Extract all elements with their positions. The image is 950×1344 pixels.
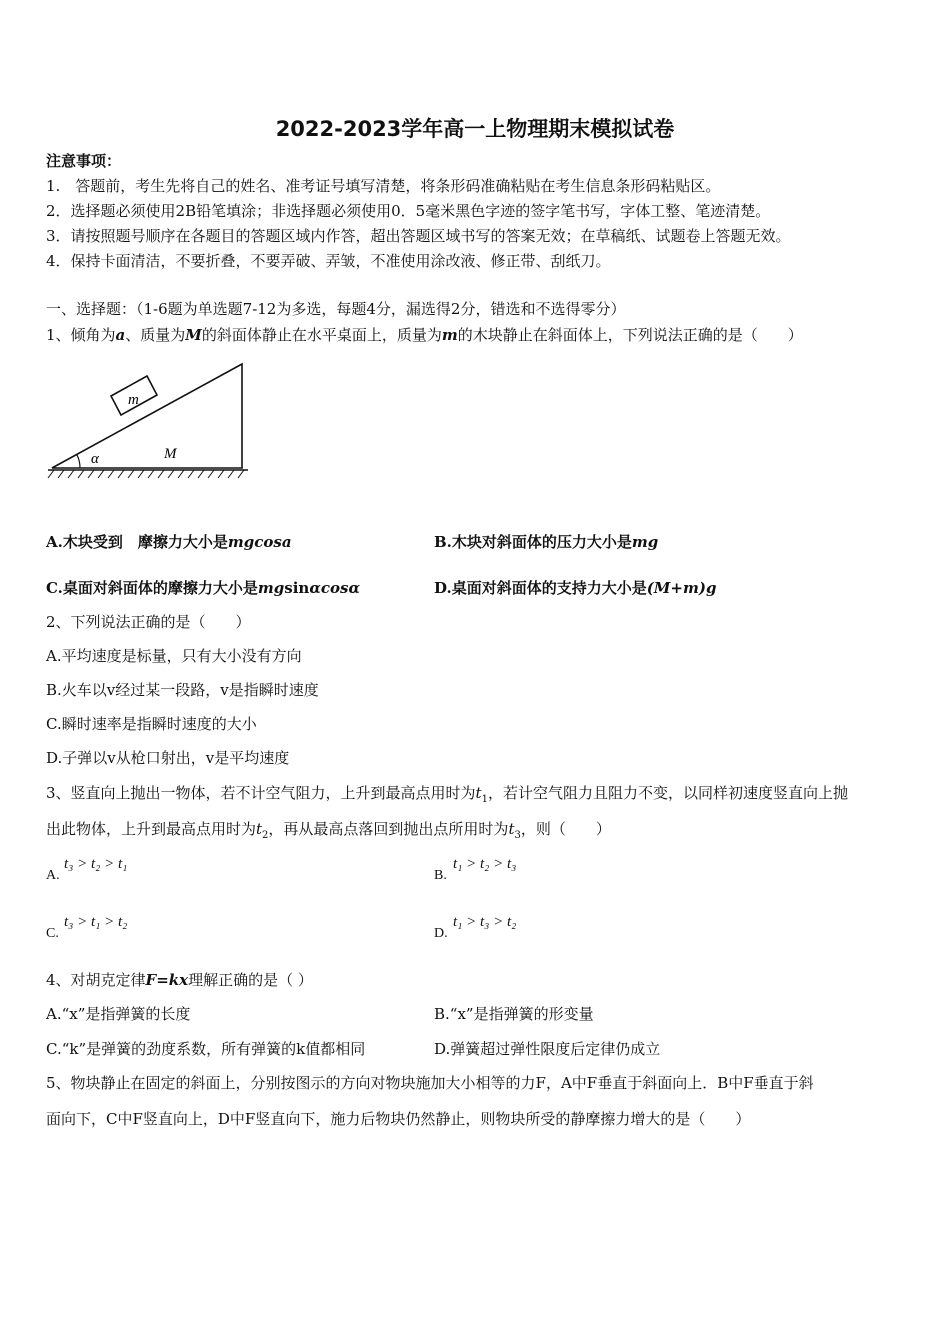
notice-heading: 注意事项： xyxy=(46,152,122,170)
q3-option-d-label: D. xyxy=(434,926,448,941)
q1-option-b xyxy=(434,532,658,552)
q2-option-a: A.平均速度是标量，只有大小没有方向 xyxy=(46,647,302,665)
q3-t3: t xyxy=(508,820,515,838)
q1-option-c xyxy=(46,578,360,598)
q2-option-d: D.子弹以v从枪口射出，v是平均速度 xyxy=(46,749,290,767)
q1-option-a-text: A.木块受到 摩擦力大小是 xyxy=(46,533,228,551)
q3-line-2c: ，则（ ） xyxy=(520,820,611,838)
q4-stem-b: 理解正确的是（ ） xyxy=(188,971,313,989)
q3-line-1a: 3、竖直向上抛出一物体，若不计空气阻力，上升到最高点用时为 xyxy=(46,784,476,802)
q5-line-1: 5、物块静止在固定的斜面上，分别按图示的方向对物块施加大小相等的力F，A中F垂直于斜面向上．B中F垂直于斜 xyxy=(46,1074,814,1092)
wedge-label: M xyxy=(164,446,177,462)
q3-line-2 xyxy=(46,819,611,846)
q1-option-c-mid: sin xyxy=(284,579,310,597)
q3-option-b-label: B. xyxy=(434,868,447,883)
q3-option-b-expr: t₁ > t₂ > t₃ xyxy=(453,856,517,872)
q3-t2: t xyxy=(256,820,263,838)
page-title: 2022-2023学年高一上物理期末模拟试卷 xyxy=(275,117,675,141)
q4-stem-a: 4、对胡克定律 xyxy=(46,971,146,989)
q3-option-a-expr: t₃ > t₂ > t₁ xyxy=(64,856,128,872)
q1-option-c-math: mg xyxy=(257,579,285,597)
q4-option-d: D.弹簧超过弹性限度后定律仍成立 xyxy=(434,1040,661,1058)
q3-line-2a: 出此物体，上升到最高点用时为 xyxy=(46,820,257,838)
q3-line-2b: ，再从最高点落回到抛出点所用时为 xyxy=(268,820,509,838)
notice-item-2: 2．选择题必须使用2B铅笔填涂；非选择题必须使用0．5毫米黑色字迹的签字笔书写，字体工整、笔迹清楚。 xyxy=(46,202,771,220)
block-label: m xyxy=(128,392,139,408)
q1-stem-part: 的斜面体静止在水平桌面上，质量为 xyxy=(201,326,442,344)
incline-figure xyxy=(44,360,254,485)
q3-option-c-expr: t₃ > t₁ > t₂ xyxy=(64,914,128,930)
q1-stem-part: 1、倾角为 xyxy=(46,326,116,344)
q3-option-c-label: C. xyxy=(46,926,59,941)
q4-option-a: A.“x”是指弹簧的长度 xyxy=(46,1005,191,1023)
q3-option-a-label: A. xyxy=(46,868,60,883)
q2-option-b: B.火车以v经过某一段路，v是指瞬时速度 xyxy=(46,681,319,699)
notice-item-1: 1. 答题前，考生先将自己的姓名、准考证号填写清楚，将条形码准确粘贴在考生信息条形码粘贴区。 xyxy=(46,177,721,195)
angle-label: α xyxy=(91,451,99,467)
q4-formula: F=kx xyxy=(145,971,189,989)
q1-option-b-math: mg xyxy=(631,533,659,551)
q1-option-a-math: mgcosa xyxy=(227,533,292,551)
q1-option-a xyxy=(46,532,292,552)
q1-option-d-math: (M+m)g xyxy=(646,579,717,597)
q1-option-c-text: C.桌面对斜面体的摩擦力大小是 xyxy=(46,579,258,597)
q3-line-1b: ，若计空气阻力且阻力不变，以同样初速度竖直向上抛 xyxy=(487,784,848,802)
q1-option-d xyxy=(434,578,716,598)
q2-option-c: C.瞬时速率是指瞬时速度的大小 xyxy=(46,715,257,733)
section-heading: 一、选择题：（1-6题为单选题7-12为多选，每题4分，漏选得2分，错选和不选得零分） xyxy=(46,300,626,318)
q4-stem xyxy=(46,970,313,990)
q1-stem-part: 、质量为 xyxy=(125,326,186,344)
q1-option-d-text: D.桌面对斜面体的支持力大小是 xyxy=(434,579,647,597)
q3-t1-sub: 1 xyxy=(481,794,488,805)
q1-option-c-math2: αcosα xyxy=(309,579,361,597)
q2-stem: 2、下列说法正确的是（ ） xyxy=(46,613,251,631)
q1-stem xyxy=(46,325,803,345)
q1-stem-part: 的木块静止在斜面体上，下列说法正确的是（ ） xyxy=(457,326,803,344)
q4-option-b: B.“x”是指弹簧的形变量 xyxy=(434,1005,594,1023)
q3-t1: t xyxy=(475,784,482,802)
ground-hatching xyxy=(48,470,244,478)
q3-t3-sub: 3 xyxy=(514,830,521,841)
q1-m: m xyxy=(441,326,458,344)
q3-option-d-expr: t₁ > t₃ > t₂ xyxy=(453,914,517,930)
q5-line-2: 面向下，C中F竖直向上，D中F竖直向下，施力后物块仍然静止，则物块所受的静摩擦力增大的是（ ） xyxy=(46,1110,751,1128)
q1-alpha: a xyxy=(115,326,126,344)
notice-item-3: 3．请按照题号顺序在各题目的答题区域内作答，超出答题区域书写的答案无效；在草稿纸、试题卷上答题无效。 xyxy=(46,227,791,245)
q1-M: M xyxy=(185,326,202,344)
q1-option-b-text: B.木块对斜面体的压力大小是 xyxy=(434,533,632,551)
q3-t2-sub: 2 xyxy=(262,830,269,841)
q4-option-c: C.“k”是弹簧的劲度系数，所有弹簧的k值都相同 xyxy=(46,1040,366,1058)
q3-line-1 xyxy=(46,783,848,810)
notice-item-4: 4．保持卡面清洁，不要折叠，不要弄破、弄皱，不准使用涂改液、修正带、刮纸刀。 xyxy=(46,252,611,270)
angle-arc xyxy=(77,455,80,468)
